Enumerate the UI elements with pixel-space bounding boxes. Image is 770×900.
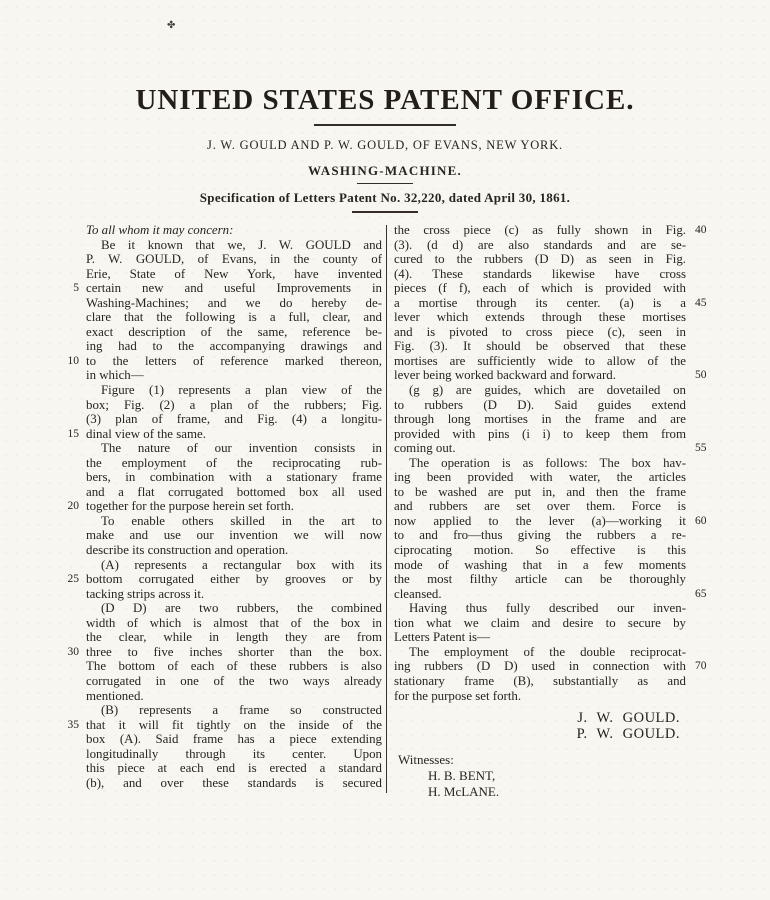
line-text: pieces (f f), each of which is provided with bbox=[394, 281, 686, 296]
line-text: (g g) are guides, which are dovetailed on bbox=[409, 383, 686, 398]
line-number bbox=[686, 310, 712, 325]
line-number bbox=[686, 238, 712, 253]
line-text: tion what we claim and desire to secure by bbox=[394, 615, 686, 630]
line-number: 20 bbox=[67, 500, 79, 513]
text-line bbox=[394, 296, 712, 311]
line-number bbox=[54, 761, 86, 776]
text-line bbox=[394, 587, 712, 602]
line-text: lever being worked backward and forward. bbox=[394, 368, 616, 383]
line-text: mode of washing that in a few moments bbox=[394, 557, 686, 572]
line-number bbox=[54, 412, 86, 427]
line-text: now applied to the lever (a)—working it bbox=[394, 513, 686, 528]
text-line bbox=[394, 645, 712, 660]
line-text: and rubbers are set over them. Force is bbox=[394, 499, 686, 514]
line-number bbox=[54, 528, 86, 543]
line-text: tacking strips across it. bbox=[86, 586, 205, 601]
line-number bbox=[54, 470, 86, 485]
text-line bbox=[54, 354, 382, 369]
text-line bbox=[394, 383, 712, 398]
line-text: box; Fig. (2) a plan of the rubbers; Fig. bbox=[86, 397, 382, 412]
line-number bbox=[686, 398, 712, 413]
text-line bbox=[54, 761, 382, 776]
line-number bbox=[54, 616, 86, 631]
line-number: 70 bbox=[695, 660, 707, 673]
line-text: Erie, State of New York, have invented bbox=[86, 266, 382, 281]
line-number bbox=[54, 252, 86, 267]
line-text: longitudinally through its center. Upon bbox=[86, 746, 382, 761]
text-line bbox=[394, 427, 712, 442]
line-text: (B) represents a frame so constructed bbox=[101, 703, 382, 718]
line-number bbox=[54, 223, 86, 238]
line-number bbox=[686, 485, 712, 500]
line-text: exact description of the same, reference be- bbox=[86, 324, 382, 339]
line-text: to and fro—thus giving the rubbers a re- bbox=[394, 528, 686, 543]
text-line bbox=[394, 368, 712, 383]
text-line bbox=[394, 630, 712, 645]
signature-block bbox=[394, 711, 694, 743]
line-number bbox=[54, 587, 86, 602]
text-line bbox=[54, 587, 382, 602]
line-number bbox=[54, 325, 86, 340]
line-number bbox=[686, 499, 712, 514]
line-text: this piece at each end is erected a standard bbox=[86, 761, 382, 776]
witness-name: H. McLANE. bbox=[428, 784, 500, 799]
text-line bbox=[394, 499, 712, 514]
text-line bbox=[394, 325, 712, 340]
line-number bbox=[686, 470, 712, 485]
line-number bbox=[54, 398, 86, 413]
line-text: provided with pins (i i) to keep them from bbox=[394, 426, 686, 441]
line-number bbox=[686, 354, 712, 369]
text-line bbox=[54, 441, 382, 456]
line-number bbox=[686, 412, 712, 427]
line-text: describe its construction and operation. bbox=[86, 543, 289, 558]
line-number: 55 bbox=[695, 442, 707, 455]
specification-line: Specification of Letters Patent No. 32,220, dated April 30, 1861. bbox=[199, 190, 571, 205]
text-line bbox=[54, 514, 382, 529]
text-line bbox=[54, 267, 382, 282]
line-text: Fig. (3). It should be observed that these bbox=[394, 339, 686, 354]
line-text: To all whom it may concern: bbox=[86, 223, 234, 237]
text-line bbox=[54, 499, 382, 514]
line-number: 65 bbox=[695, 587, 707, 600]
right-column bbox=[394, 223, 712, 703]
line-text: mortises are sufficiently wide to allow of the bbox=[394, 353, 686, 368]
line-number bbox=[54, 441, 86, 456]
line-number: 30 bbox=[67, 645, 79, 658]
line-text: Washing-Machines; and we do hereby de- bbox=[86, 295, 382, 310]
line-number bbox=[54, 514, 86, 529]
left-column bbox=[54, 223, 382, 790]
text-line bbox=[54, 543, 382, 558]
text-line bbox=[394, 252, 712, 267]
text-line bbox=[54, 470, 382, 485]
line-number bbox=[54, 310, 86, 325]
line-text: cleansed. bbox=[394, 586, 442, 601]
text-line bbox=[54, 718, 382, 733]
line-number bbox=[54, 747, 86, 762]
text-line bbox=[394, 572, 712, 587]
line-text: the cross piece (c) as fully shown in Fig. bbox=[394, 223, 686, 237]
text-line bbox=[54, 456, 382, 471]
line-number bbox=[54, 689, 86, 704]
line-number bbox=[54, 601, 86, 616]
text-line bbox=[54, 427, 382, 442]
line-text: bers, in combination with a stationary frame bbox=[86, 470, 382, 485]
line-text: (3) plan of frame, and Fig. (4) a longitu- bbox=[86, 412, 382, 427]
text-line bbox=[54, 659, 382, 674]
line-number bbox=[54, 659, 86, 674]
line-number bbox=[686, 252, 712, 267]
line-text: (4). These standards likewise have cross bbox=[394, 266, 686, 281]
text-line bbox=[54, 674, 382, 689]
printers-mark: ✤ bbox=[167, 20, 176, 31]
line-text: stationary frame (B), substantially as and bbox=[394, 673, 686, 688]
text-line bbox=[54, 223, 382, 238]
line-text: Letters Patent is— bbox=[394, 630, 490, 645]
line-number: 5 bbox=[73, 282, 79, 295]
text-line bbox=[54, 558, 382, 573]
line-number bbox=[54, 630, 86, 645]
line-number bbox=[54, 543, 86, 558]
line-number: 60 bbox=[695, 514, 707, 527]
line-text: through long mortises in the frame and are bbox=[394, 412, 686, 427]
text-line bbox=[54, 601, 382, 616]
text-line bbox=[394, 601, 712, 616]
line-text: in which— bbox=[86, 368, 144, 383]
line-number bbox=[686, 267, 712, 282]
signature: J. W. GOULD. bbox=[577, 710, 680, 726]
line-text: together for the purpose herein set forth. bbox=[86, 499, 294, 514]
line-text: To enable others skilled in the art to bbox=[101, 513, 382, 528]
line-number bbox=[54, 776, 86, 791]
line-text: make and use our invention we will now bbox=[86, 528, 382, 543]
text-line bbox=[394, 674, 712, 689]
line-text: to the letters of reference marked thereon, bbox=[86, 353, 382, 368]
line-number: 10 bbox=[67, 354, 79, 367]
line-text: (A) represents a rectangular box with its bbox=[101, 557, 382, 572]
line-number bbox=[686, 528, 712, 543]
text-line bbox=[54, 252, 382, 267]
text-line bbox=[394, 514, 712, 529]
text-line bbox=[394, 528, 712, 543]
line-number bbox=[54, 456, 86, 471]
line-text: the clear, while in length they are from bbox=[86, 630, 382, 645]
line-text: ing had to the accompanying drawings and bbox=[86, 339, 382, 354]
text-line bbox=[394, 223, 712, 238]
line-text: P. W. GOULD, of Evans, in the county of bbox=[86, 252, 382, 267]
line-number bbox=[686, 689, 712, 704]
line-text: the most filthy article can be thoroughly bbox=[394, 572, 686, 587]
text-line bbox=[54, 732, 382, 747]
line-number bbox=[686, 601, 712, 616]
line-text: the employment of the reciprocating rub- bbox=[86, 455, 382, 470]
line-number bbox=[686, 456, 712, 471]
line-text: clare that the following is a full, clear, and bbox=[86, 310, 382, 325]
text-line bbox=[54, 238, 382, 253]
line-text: for the purpose set forth. bbox=[394, 688, 522, 703]
line-number: 25 bbox=[67, 573, 79, 586]
line-text: to rubbers (D D). Said guides extend bbox=[394, 397, 686, 412]
text-line bbox=[54, 703, 382, 718]
text-line bbox=[394, 339, 712, 354]
line-text: ing been provided with water, the articles bbox=[394, 470, 686, 485]
line-text: bottom corrugated either by grooves or by bbox=[86, 572, 382, 587]
line-text: to be washed are put in, and then the frame bbox=[394, 484, 686, 499]
line-text: coming out. bbox=[394, 441, 456, 456]
line-text: width of which is almost that of the box in bbox=[86, 615, 382, 630]
text-line bbox=[394, 616, 712, 631]
witness-name: H. B. BENT, bbox=[428, 768, 496, 783]
line-number bbox=[686, 674, 712, 689]
witnesses-label: Witnesses: bbox=[398, 752, 454, 767]
line-text: dinal view of the same. bbox=[86, 426, 206, 441]
line-text: (D D) are two rubbers, the combined bbox=[101, 601, 382, 616]
line-text: ciprocating motion. So effective is this bbox=[394, 543, 686, 558]
line-number bbox=[686, 339, 712, 354]
line-number bbox=[54, 485, 86, 500]
text-line bbox=[54, 325, 382, 340]
text-line bbox=[394, 238, 712, 253]
text-line bbox=[394, 543, 712, 558]
line-number bbox=[54, 296, 86, 311]
text-line bbox=[394, 470, 712, 485]
line-text: The operation is as follows: The box hav- bbox=[409, 455, 686, 470]
column-divider bbox=[386, 225, 387, 793]
line-number bbox=[54, 558, 86, 573]
line-number bbox=[54, 267, 86, 282]
text-line bbox=[54, 630, 382, 645]
line-text: box (A). Said frame has a piece extending bbox=[86, 732, 382, 747]
text-line bbox=[394, 689, 712, 704]
line-text: The employment of the double reciprocat- bbox=[409, 644, 686, 659]
line-number bbox=[54, 674, 86, 689]
text-line bbox=[54, 383, 382, 398]
text-line bbox=[54, 645, 382, 660]
text-line bbox=[54, 616, 382, 631]
text-line bbox=[394, 281, 712, 296]
signature: P. W. GOULD. bbox=[576, 725, 680, 742]
line-text: lever which extends through these mortises bbox=[394, 310, 686, 325]
line-text: a mortise through its center. (a) is a bbox=[394, 295, 686, 310]
line-number bbox=[686, 281, 712, 296]
text-line bbox=[394, 456, 712, 471]
line-text: Figure (1) represents a plan view of the bbox=[101, 383, 382, 398]
specification-rule bbox=[352, 211, 418, 213]
line-text: The nature of our invention consists in bbox=[101, 441, 382, 456]
invention-title: WASHING-MACHINE. bbox=[308, 163, 462, 178]
text-line bbox=[54, 412, 382, 427]
line-text: (b), and over these standards is secured bbox=[86, 775, 382, 790]
line-number bbox=[686, 645, 712, 660]
line-number bbox=[686, 427, 712, 442]
line-text: (3). (d d) are also standards and are se- bbox=[394, 237, 686, 252]
line-number bbox=[686, 325, 712, 340]
text-line bbox=[394, 485, 712, 500]
text-line bbox=[54, 296, 382, 311]
line-number bbox=[686, 543, 712, 558]
text-line bbox=[54, 528, 382, 543]
line-text: ing rubbers (D D) used in connection with bbox=[394, 659, 686, 674]
line-number: 50 bbox=[695, 369, 707, 382]
text-line bbox=[54, 368, 382, 383]
text-line bbox=[54, 310, 382, 325]
line-text: corrugated in one of the two ways already bbox=[86, 673, 382, 688]
line-text: The bottom of each of these rubbers is also bbox=[86, 659, 382, 674]
text-line bbox=[54, 747, 382, 762]
line-number: 45 bbox=[695, 296, 707, 309]
line-text: Having thus fully described our inven- bbox=[409, 601, 686, 616]
line-number bbox=[686, 558, 712, 573]
line-text: three to five inches shorter than the box. bbox=[86, 644, 382, 659]
line-number bbox=[686, 630, 712, 645]
line-number bbox=[686, 616, 712, 631]
line-number bbox=[686, 383, 712, 398]
line-number bbox=[54, 368, 86, 383]
line-text: cured to the rubbers (D D) as seen in Fig. bbox=[394, 252, 686, 267]
line-text: and is pivoted to cross piece (c), seen in bbox=[394, 324, 686, 339]
line-number bbox=[54, 339, 86, 354]
line-number: 35 bbox=[67, 718, 79, 731]
line-number bbox=[54, 238, 86, 253]
line-number bbox=[686, 572, 712, 587]
line-number bbox=[54, 703, 86, 718]
text-line bbox=[54, 485, 382, 500]
line-number: 15 bbox=[67, 427, 79, 440]
text-line bbox=[394, 441, 712, 456]
line-number bbox=[54, 732, 86, 747]
line-number: 40 bbox=[695, 224, 707, 236]
line-text: that it will fit tightly on the inside of the bbox=[86, 717, 382, 732]
text-line bbox=[394, 659, 712, 674]
line-text: and a flat corrugated bottomed box all used bbox=[86, 484, 382, 499]
title-rule bbox=[314, 124, 456, 126]
text-line bbox=[394, 558, 712, 573]
patent-office-title: UNITED STATES PATENT OFFICE. bbox=[135, 84, 635, 116]
text-line bbox=[394, 412, 712, 427]
text-line bbox=[54, 398, 382, 413]
patentee-byline: J. W. GOULD AND P. W. GOULD, OF EVANS, NEW YORK. bbox=[207, 138, 563, 152]
text-line bbox=[394, 310, 712, 325]
line-number bbox=[54, 383, 86, 398]
text-line bbox=[54, 689, 382, 704]
text-line bbox=[54, 339, 382, 354]
text-line bbox=[394, 267, 712, 282]
text-line bbox=[394, 398, 712, 413]
line-text: Be it known that we, J. W. GOULD and bbox=[101, 237, 382, 252]
text-line bbox=[54, 572, 382, 587]
witnesses-block bbox=[398, 752, 648, 800]
text-line bbox=[54, 281, 382, 296]
text-line bbox=[54, 776, 382, 791]
invention-rule bbox=[357, 183, 413, 184]
line-text: mentioned. bbox=[86, 688, 144, 703]
text-line bbox=[394, 354, 712, 369]
line-text: certain new and useful Improvements in bbox=[86, 281, 382, 296]
